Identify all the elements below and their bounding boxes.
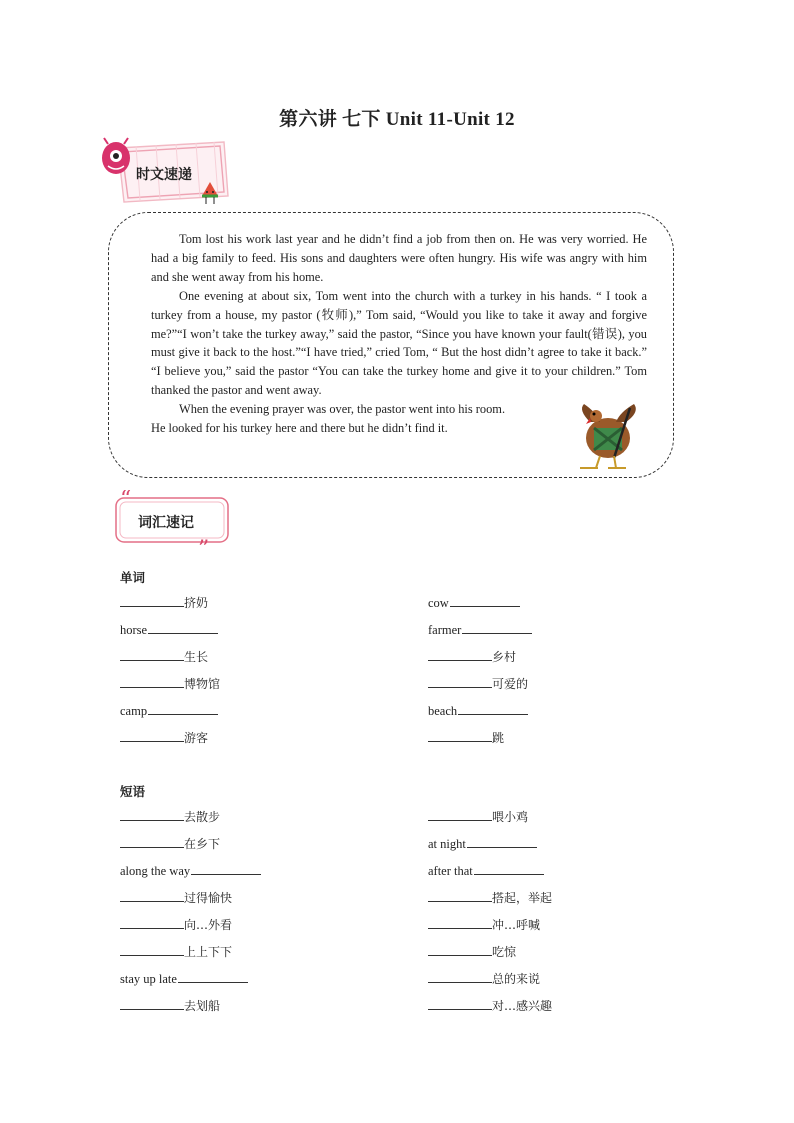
vocab-item (120, 808, 220, 825)
vocab-item (428, 997, 552, 1014)
answer-blank[interactable] (428, 943, 492, 956)
vocab-badge-label: 词汇速记 (138, 515, 194, 531)
answer-blank[interactable] (191, 862, 261, 875)
vocab-prompt: 跳 (492, 731, 505, 745)
vocab-prompt: along the way (120, 864, 191, 878)
vocab-item (120, 729, 208, 746)
vocab-item (120, 675, 220, 692)
reading-paragraph: When the evening prayer was over, the pastor went into his room. (179, 402, 506, 417)
vocab-prompt: 冲…呼喊 (492, 918, 541, 932)
vocab-prompt: 搭起，举起 (492, 891, 553, 905)
vocab-item (428, 702, 528, 719)
vocab-prompt: 乡村 (492, 650, 517, 664)
vocab-item (428, 889, 552, 906)
words-section-label: 单词 (120, 570, 146, 585)
vocab-item (120, 702, 218, 719)
vocab-prompt: 上上下下 (184, 945, 233, 959)
vocab-prompt: 吃惊 (492, 945, 517, 959)
answer-blank[interactable] (428, 648, 492, 661)
answer-blank[interactable] (178, 970, 248, 983)
answer-blank[interactable] (120, 594, 184, 607)
vocab-item (120, 621, 218, 638)
reading-section-badge (96, 136, 236, 216)
vocab-item (428, 808, 528, 825)
vocab-prompt: 可爱的 (492, 677, 529, 691)
vocab-item (120, 835, 220, 852)
vocab-item (120, 916, 232, 933)
vocab-prompt: 总的来说 (492, 972, 541, 986)
vocab-prompt: beach (428, 704, 458, 718)
vocab-prompt: at night (428, 837, 466, 851)
vocab-item (428, 943, 516, 960)
answer-blank[interactable] (120, 648, 184, 661)
page-title: 第六讲 七下 Unit 11-Unit 12 (279, 109, 515, 130)
vocab-prompt: farmer (428, 623, 462, 637)
reading-paragraph: He looked for his turkey here and there but he didn’t find it. (151, 421, 448, 436)
answer-blank[interactable] (120, 916, 184, 929)
answer-blank[interactable] (450, 594, 520, 607)
answer-blank[interactable] (458, 702, 528, 715)
vocab-item (120, 862, 261, 879)
vocab-prompt: 在乡下 (184, 837, 221, 851)
turkey-illustration-icon (570, 400, 648, 472)
answer-blank[interactable] (462, 621, 532, 634)
vocab-prompt: camp (120, 704, 148, 718)
vocab-prompt: horse (120, 623, 148, 637)
answer-blank[interactable] (428, 729, 492, 742)
vocab-prompt: 博物馆 (184, 677, 221, 691)
vocab-section-badge (110, 490, 236, 552)
answer-blank[interactable] (148, 702, 218, 715)
answer-blank[interactable] (120, 943, 184, 956)
answer-blank[interactable] (467, 835, 537, 848)
vocab-prompt: 生长 (184, 650, 209, 664)
answer-blank[interactable] (474, 862, 544, 875)
answer-blank[interactable] (120, 808, 184, 821)
reading-badge-label: 时文速递 (136, 167, 192, 183)
vocab-item (428, 594, 520, 611)
vocab-prompt: cow (428, 596, 449, 610)
phrases-section-label: 短语 (120, 784, 146, 799)
vocab-item (428, 970, 540, 987)
vocab-prompt: 去散步 (184, 810, 221, 824)
answer-blank[interactable] (120, 997, 184, 1010)
vocab-item (120, 970, 248, 987)
reading-paragraph: Tom lost his work last year and he didn’t find a job from then on. He was very worried. He had a big family to feed. His sons and daughters were often hungry. His wife was angry with him and she went away from his home. (151, 232, 647, 284)
vocab-prompt: after that (428, 864, 473, 878)
vocab-item (120, 943, 232, 960)
vocab-item (428, 835, 537, 852)
vocab-item (428, 621, 532, 638)
vocab-item (428, 916, 540, 933)
vocab-prompt: 对…感兴趣 (492, 999, 553, 1013)
vocab-prompt: 去划船 (184, 999, 221, 1013)
svg-text:”: ” (198, 537, 210, 552)
vocab-item (120, 997, 220, 1014)
answer-blank[interactable] (428, 889, 492, 902)
answer-blank[interactable] (120, 835, 184, 848)
answer-blank[interactable] (120, 675, 184, 688)
vocab-prompt: 过得愉快 (184, 891, 233, 905)
vocab-item (428, 862, 544, 879)
answer-blank[interactable] (428, 970, 492, 983)
vocab-item (428, 729, 504, 746)
answer-blank[interactable] (428, 997, 492, 1010)
vocab-prompt: 喂小鸡 (492, 810, 529, 824)
answer-blank[interactable] (428, 916, 492, 929)
svg-text:“: “ (120, 490, 132, 512)
reading-paragraph: One evening at about six, Tom went into the church with a turkey in his hands. “ I took a turkey from a house, my pastor (牧师),” Tom said, “Would you like to take it away and forgive me?”“I won’t take the turkey away,” said the pastor, “Since you have known your fault(错误), you must give it back to the host.”“I have tried,” cried Tom, “ But the host didn’t agree to take it back.” “I believe you,” said the pastor “You can take the turkey home and give it to your children.” Tom thanked the pastor and went away. (151, 288, 647, 398)
vocab-prompt: stay up late (120, 972, 177, 986)
vocab-item (120, 594, 208, 611)
answer-blank[interactable] (120, 889, 184, 902)
vocab-prompt: 向…外看 (184, 918, 233, 932)
answer-blank[interactable] (428, 675, 492, 688)
vocab-item (120, 889, 232, 906)
vocab-prompt: 游客 (184, 731, 209, 745)
vocab-item (428, 675, 528, 692)
vocab-prompt: 挤奶 (184, 596, 209, 610)
answer-blank[interactable] (148, 621, 218, 634)
answer-blank[interactable] (120, 729, 184, 742)
vocab-item (428, 648, 516, 665)
answer-blank[interactable] (428, 808, 492, 821)
vocab-item (120, 648, 208, 665)
